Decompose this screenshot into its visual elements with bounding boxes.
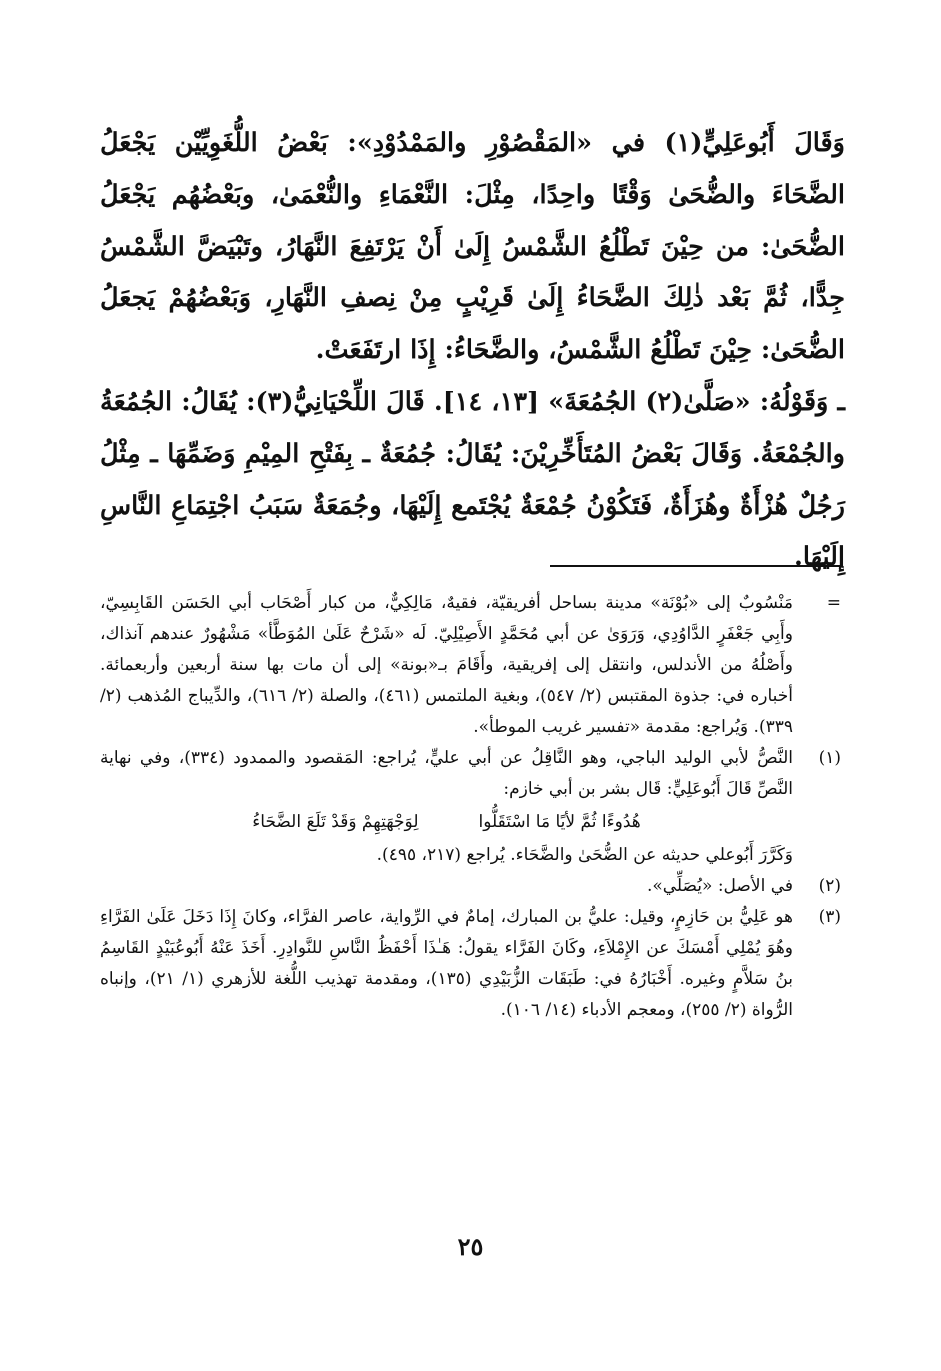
footnote-text: النَّصُّ لأبي الوليد الباجي، وهو النَّاقِلُ عن أبي عليٍّ، يُراجع: المَقصود والممدود (٣٣٤)، وفي نهاية النَّصِّ قَالَ أَبُوعَلِيٍّ: قَال بشر بن أبي خازم: <box>100 748 793 799</box>
page-number: ٢٥ <box>457 1232 484 1261</box>
verse-first-hemistich: هُدُوءًا ثُمَّ لأيًا مَا اسْتَقَلُّوا <box>478 812 641 832</box>
footnote-text: وَكَرَّرَ أَبُوعلي حديثه عن الضُّحَىٰ والضَّحَاء. يُراجع (٢١٧، ٤٩٥). <box>376 845 793 865</box>
footnote-mark: = <box>826 593 841 613</box>
footnotes <box>100 588 845 1026</box>
main-paragraph-1: وَقَالَ أَبُوعَلِيٍّ(١) في «المَقْصُوْرِ والمَمْدُوْدِ»: بَعْضُ اللُّغَوِيِّيْن يَجْعَلُ الضَّحَاءَ والضُّحَىٰ وَقْتًا واحِدًا، مِثْلَ: النَّعْمَاءِ والنُّعْمَىٰ، وبَعْضُهُم يَجْعَلُ الضُّحَىٰ: من حِيْنَ تَطْلُعُ الشَّمْسُ إِلَىٰ أَنْ يَرْتَفِعَ النَّهَارُ، وتَبْيَضَّ الشَّمْسُ جِدًّا، ثُمَّ بَعْد ذٰلِكَ الضَّحَاءُ إِلَىٰ قَرِيْبٍ مِنْ نِصفِ النَّهَارِ، وَبَعْضُهُمْ يَجعَلُ الضُّحَىٰ: حِيْنَ تَطْلُعُ الشَّمْسُ، والضَّحَاءُ: إِذَا ارتَفَعَتْ. <box>100 128 845 366</box>
verse-second-hemistich: لِوَجْهَتِهِمْ وَقَدْ تَلَعَ الضَّحَاءُ <box>252 812 419 832</box>
footnote-mark: (١) <box>818 748 841 768</box>
footnote-continuation <box>100 588 845 743</box>
footnote-separator <box>550 565 843 567</box>
main-text <box>100 118 845 584</box>
footnote-2 <box>100 871 845 902</box>
footnote-text: في الأصل: «يُصَلِّي». <box>646 876 793 896</box>
footnote-3 <box>100 902 845 1026</box>
footnote-1 <box>100 743 845 871</box>
poem-verse <box>100 805 793 840</box>
main-paragraph-2: ـ وَقَوْلُهُ: «صَلَّىٰ(٢) الجُمُعَةَ» [١٣، ١٤]. قَالَ اللِّحْيَانِيُّ(٣): يُقَالُ: الجُمُعَةُ والجُمْعَةُ. وَقَالَ بَعْضُ المُتَأَخِّرِيْنَ: يُقَالُ: جُمُعَةٌ ـ بِفَتْحِ المِيْمِ وَضَمِّهَا ـ مِثْلُ رَجُلٌ هُزْأَةٌ وهُزَأَةٌ، فَتَكُوْنُ جُمْعَةٌ يُجْتَمع إِلَيْهَا، وجُمَعَةٌ سَبَبُ اجْتِمَاعِ النَّاسِ إِلَيْهَا. <box>100 386 846 573</box>
footnote-text: هو عَلِيُّ بن حَازِمٍ، وقيل: عليُّ بن المبارك، إمامٌ في الرِّواية، عاصر الفرَّاء، وكانَ إِذَا دَخَلَ عَلَىٰ الفَرَّاءِ وهُوَ يُمْلِي أَمْسَكَ عن الإِمْلاَءِ، وكَانَ الفَرَّاء يقولُ: هَـٰذَا أَحْفَظُ النَّاسِ للنَّوادِرِ. أَخَذَ عَنْهُ أَبُوعُبَيْدٍ القَاسِمُ بنُ سَلاَّمٍ وغيره. أَخْبَارُهُ في: طَبَقَات الزُّبَيْدِي (١٣٥)، ومقدمة تهذيب اللُّغة للأزهري (١/ ٢١)، وإنباه الرُّواة (٢/ ٢٥٥)، ومعجم الأدباء (١٤/ ١٠٦). <box>100 907 794 1020</box>
footnote-text: مَنْسُوبٌ إلى «بُوْنَة» مدينة بساحل أفريقيّة، فقيهٌ، مَالِكِيٌّ، من كبار أَصْحَاب أبي الحَسَن القَابِسِيّ، وأَبِي جَعْفَرٍ الدَّاوُدِي، وَرَوَىٰ عن أبي مُحَمَّدٍ الأَصِيْلِيّ. لَه «شَرْحٌ عَلَىٰ المُوَطَّأ» مَشْهُورٌ عندهم آنذاك، وأَصْلُهُ من الأندلس، وانتقل إلى إفريقية، وأَقَامَ بـ«بونة» إلى أن مات بها سنة أربعين وأربعمائة. أخباره في: جذوة المقتبس (٢/ ٥٤٧)، وبغية الملتمس (٤٦١)، والصلة (٢/ ٦١٦)، والدِّيباج المُذهب (٢/ ٣٣٩). وَيُراجع: مقدمة «تفسير غريب الموطأ». <box>100 593 793 737</box>
footnote-mark: (٢) <box>818 876 841 896</box>
footnote-mark: (٣) <box>818 907 841 927</box>
